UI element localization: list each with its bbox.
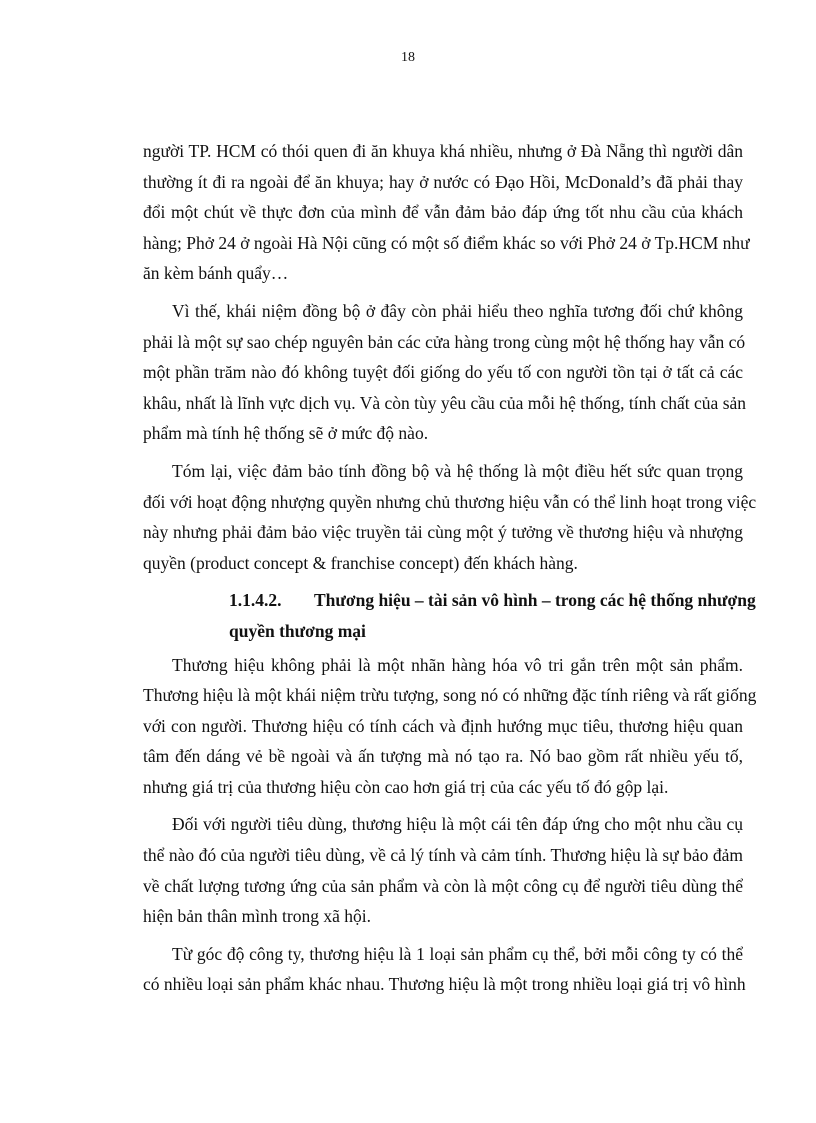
text-line: người TP. HCM có thói quen đi ăn khuya khá nhiều, nhưng ở Đà Nẵng thì người dân (143, 141, 743, 161)
text-line: này nhưng phải đảm bảo việc truyền tải cùng một ý tưởng về thương hiệu và nhượng (143, 522, 743, 543)
text-line: Vì thế, khái niệm đồng bộ ở đây còn phải hiểu theo nghĩa tương đối chứ không (172, 300, 743, 321)
text-line: thể nào đó của người tiêu dùng, về cả lý tính và cảm tính. Thương hiệu là sự bảo đảm (143, 845, 743, 866)
paragraph-brand-definition (143, 650, 757, 803)
text-line: về chất lượng tương ứng của sản phẩm và còn là một công cụ để người tiêu dùng thể (143, 875, 743, 896)
text-line: đổi một chút về thực đơn của mình để vẫn đảm bảo đáp ứng tốt nhu cầu của khách (143, 202, 743, 223)
text-line: thường ít đi ra ngoài để ăn khuya; hay ở nước có Đạo Hồi, McDonald’s đã phải thay (143, 171, 743, 192)
section-number: 1.1.4.2. (229, 590, 282, 611)
text-line: đối với hoạt động nhượng quyền nhưng chủ thương hiệu vẫn có thể linh hoạt trong việc (143, 491, 757, 512)
text-line: Thương hiệu không phải là một nhãn hàng hóa vô tri gắn trên một sản phẩm. (172, 654, 743, 675)
paragraph-continuation (143, 136, 750, 289)
section-heading (143, 585, 756, 646)
text-line: hiện bản thân mình trong xã hội. (143, 906, 371, 927)
text-line: hàng; Phở 24 ở ngoài Hà Nội cũng có một số điểm khác so với Phở 24 ở Tp.HCM như (143, 232, 750, 253)
text-line: Từ góc độ công ty, thương hiệu là 1 loại sản phẩm cụ thể, bởi mỗi công ty có thể (172, 943, 743, 964)
text-line: quyền (product concept & franchise concept) đến khách hàng. (143, 552, 578, 573)
text-line: với con người. Thương hiệu có tính cách và định hướng mục tiêu, thương hiệu quan (143, 715, 743, 736)
paragraph-consumer-view (143, 809, 743, 931)
text-line: ăn kèm bánh quẩy… (143, 263, 289, 284)
text-line: Tóm lại, việc đảm bảo tính đồng bộ và hệ thống là một điều hết sức quan trọng (172, 460, 743, 481)
paragraph-company-view (143, 939, 746, 1000)
text-line: có nhiều loại sản phẩm khác nhau. Thương hiệu là một trong nhiều loại giá trị vô hình (143, 974, 746, 995)
text-line: nhưng giá trị của thương hiệu còn cao hơn giá trị của các yếu tố đó gộp lại. (143, 776, 669, 797)
heading-line (229, 585, 756, 616)
text-line: khâu, nhất là lĩnh vực dịch vụ. Và còn tùy yêu cầu của mỗi hệ thống, tính chất của sản (143, 392, 747, 413)
text-line: phẩm mà tính hệ thống sẽ ở mức độ nào. (143, 423, 429, 444)
page-number: 18 (401, 50, 415, 65)
document-body (143, 136, 757, 1007)
text-line: phải là một sự sao chép nguyên bản các cửa hàng trong cùng một hệ thống hay vẫn có (143, 331, 746, 352)
text-line: tâm đến dáng vẻ bề ngoài và ấn tượng mà nó tạo ra. Nó bao gồm rất nhiều yếu tố, (143, 746, 743, 767)
heading-title-line2: quyền thương mại (229, 620, 366, 641)
heading-title-line1: Thương hiệu – tài sản vô hình – trong các hệ thống nhượng (314, 590, 756, 611)
paragraph-consistency-meaning (143, 296, 747, 449)
text-line: Thương hiệu là một khái niệm trừu tượng, song nó có những đặc tính riêng và rất giống (143, 685, 757, 706)
text-line: Đối với người tiêu dùng, thương hiệu là một cái tên đáp ứng cho một nhu cầu cụ (172, 814, 743, 835)
paragraph-summary (143, 456, 757, 578)
text-line: một phần trăm nào đó không tuyệt đối giống do yếu tố con người tồn tại ở tất cả các (143, 362, 743, 383)
